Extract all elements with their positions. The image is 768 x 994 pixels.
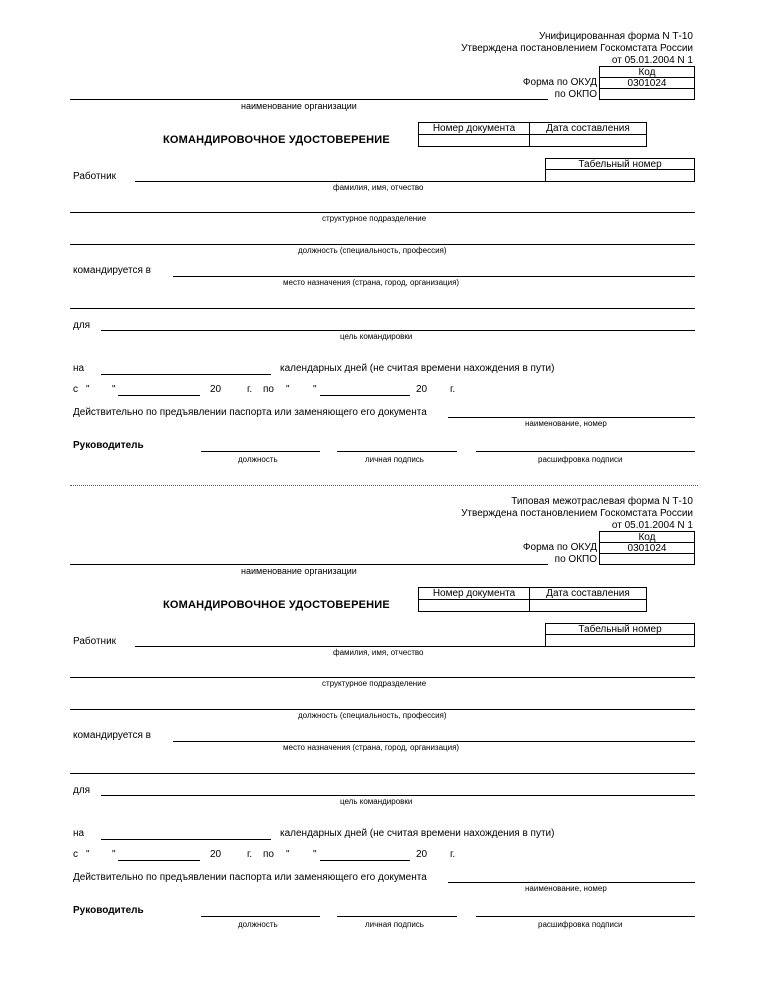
head-decode-line[interactable] [476,451,695,452]
from-month-line[interactable] [118,860,200,861]
destination-caption: место назначения (страна, город, организация) [283,278,460,287]
head-signature-caption: личная подпись [365,455,424,464]
purpose-caption: цель командировки [340,332,413,341]
department-caption: структурное подразделение [322,214,427,223]
document-title: КОМАНДИРОВОЧНОЕ УДОСТОВЕРЕНИЕ [163,134,390,146]
department-line[interactable] [70,212,695,213]
for-label: для [73,320,91,331]
sent-to-label: командируется в [73,265,151,276]
on-label: на [73,363,85,374]
from-year-prefix: 20 [210,849,222,860]
doc-number-field[interactable] [418,134,530,147]
form-header-line1: Унифицированная форма N Т-10 [539,31,693,42]
head-position-caption: должность [238,920,278,929]
form-2 [0,465,768,945]
from-year-suffix: г. [247,849,253,860]
days-count-line[interactable] [101,374,271,375]
doc-number-header: Номер документа [418,587,530,600]
from-label: с [73,849,78,860]
destination-line[interactable] [173,276,695,277]
position-line[interactable] [70,244,695,245]
head-position-line[interactable] [201,451,320,452]
from-year-suffix: г. [247,384,253,395]
position-caption: должность (специальность, профессия) [298,711,447,720]
doc-date-header: Дата составления [529,587,647,600]
tab-number-field[interactable] [545,169,695,182]
days-text: календарных дней (не считая времени нахождения в пути) [280,828,555,839]
head-label: Руководитель [73,440,144,451]
on-label: на [73,828,85,839]
head-position-line[interactable] [201,916,320,917]
to-quote-open: " [286,384,290,395]
from-quote-close: " [112,849,116,860]
id-document-caption: наименование, номер [525,884,607,893]
okpo-code-cell[interactable] [599,88,695,100]
doc-date-field[interactable] [529,134,647,147]
from-year-prefix: 20 [210,384,222,395]
from-label: с [73,384,78,395]
okud-label: Форма по ОКУД [522,542,597,553]
kod-header-cell: Код [599,531,695,543]
fio-line[interactable] [135,181,545,182]
doc-number-field[interactable] [418,599,530,612]
id-document-line[interactable] [448,417,695,418]
id-document-caption: наименование, номер [525,419,607,428]
to-month-line[interactable] [320,860,410,861]
head-signature-caption: личная подпись [365,920,424,929]
destination-line-2[interactable] [70,308,695,309]
to-label: по [263,384,274,395]
fio-caption: фамилия, имя, отчество [333,183,424,192]
to-year-suffix: г. [450,849,456,860]
purpose-line[interactable] [101,330,695,331]
destination-caption: место назначения (страна, город, организация) [283,743,460,752]
valid-text: Действительно по предъявлении паспорта или заменяющего его документа [73,872,427,883]
worker-label: Работник [73,636,117,647]
form-header-line1: Типовая межотраслевая форма N Т-10 [511,496,693,507]
kod-header-cell: Код [599,66,695,78]
for-label: для [73,785,91,796]
destination-line-2[interactable] [70,773,695,774]
position-caption: должность (специальность, профессия) [298,246,447,255]
head-label: Руководитель [73,905,144,916]
sent-to-label: командируется в [73,730,151,741]
from-month-line[interactable] [118,395,200,396]
tab-number-header: Табельный номер [545,158,695,170]
days-text: календарных дней (не считая времени нахождения в пути) [280,363,555,374]
fio-line[interactable] [135,646,545,647]
to-month-line[interactable] [320,395,410,396]
destination-line[interactable] [173,741,695,742]
doc-date-header: Дата составления [529,122,647,135]
head-position-caption: должность [238,455,278,464]
form-header-line2: Утверждена постановлением Госкомстата России [461,43,693,54]
position-line[interactable] [70,709,695,710]
to-quote-close: " [313,849,317,860]
tab-number-header: Табельный номер [545,623,695,635]
from-quote-open: " [86,384,90,395]
worker-label: Работник [73,171,117,182]
days-count-line[interactable] [101,839,271,840]
head-signature-line[interactable] [337,916,457,917]
purpose-caption: цель командировки [340,797,413,806]
organization-caption: наименование организации [241,101,357,111]
tab-number-field[interactable] [545,634,695,647]
form-header-line2: Утверждена постановлением Госкомстата России [461,508,693,519]
organization-line[interactable] [70,564,548,565]
doc-number-header: Номер документа [418,122,530,135]
organization-caption: наименование организации [241,566,357,576]
head-decode-line[interactable] [476,916,695,917]
okpo-label: по ОКПО [554,554,597,565]
to-quote-open: " [286,849,290,860]
form-1 [0,0,768,480]
to-year-prefix: 20 [416,849,428,860]
okpo-code-cell[interactable] [599,553,695,565]
head-decode-caption: расшифровка подписи [538,920,623,929]
to-year-suffix: г. [450,384,456,395]
form-header-line3: от 05.01.2004 N 1 [611,55,693,66]
head-signature-line[interactable] [337,451,457,452]
okpo-label: по ОКПО [554,89,597,100]
document-title: КОМАНДИРОВОЧНОЕ УДОСТОВЕРЕНИЕ [163,599,390,611]
department-caption: структурное подразделение [322,679,427,688]
department-line[interactable] [70,677,695,678]
form-header-line3: от 05.01.2004 N 1 [611,520,693,531]
purpose-line[interactable] [101,795,695,796]
head-decode-caption: расшифровка подписи [538,455,623,464]
okud-code-cell[interactable]: 0301024 [599,77,695,89]
okud-label: Форма по ОКУД [522,77,597,88]
id-document-line[interactable] [448,882,695,883]
doc-date-field[interactable] [529,599,647,612]
organization-line[interactable] [70,99,548,100]
okud-code-cell[interactable]: 0301024 [599,542,695,554]
valid-text: Действительно по предъявлении паспорта или заменяющего его документа [73,407,427,418]
to-year-prefix: 20 [416,384,428,395]
to-label: по [263,849,274,860]
from-quote-close: " [112,384,116,395]
to-quote-close: " [313,384,317,395]
fio-caption: фамилия, имя, отчество [333,648,424,657]
from-quote-open: " [86,849,90,860]
